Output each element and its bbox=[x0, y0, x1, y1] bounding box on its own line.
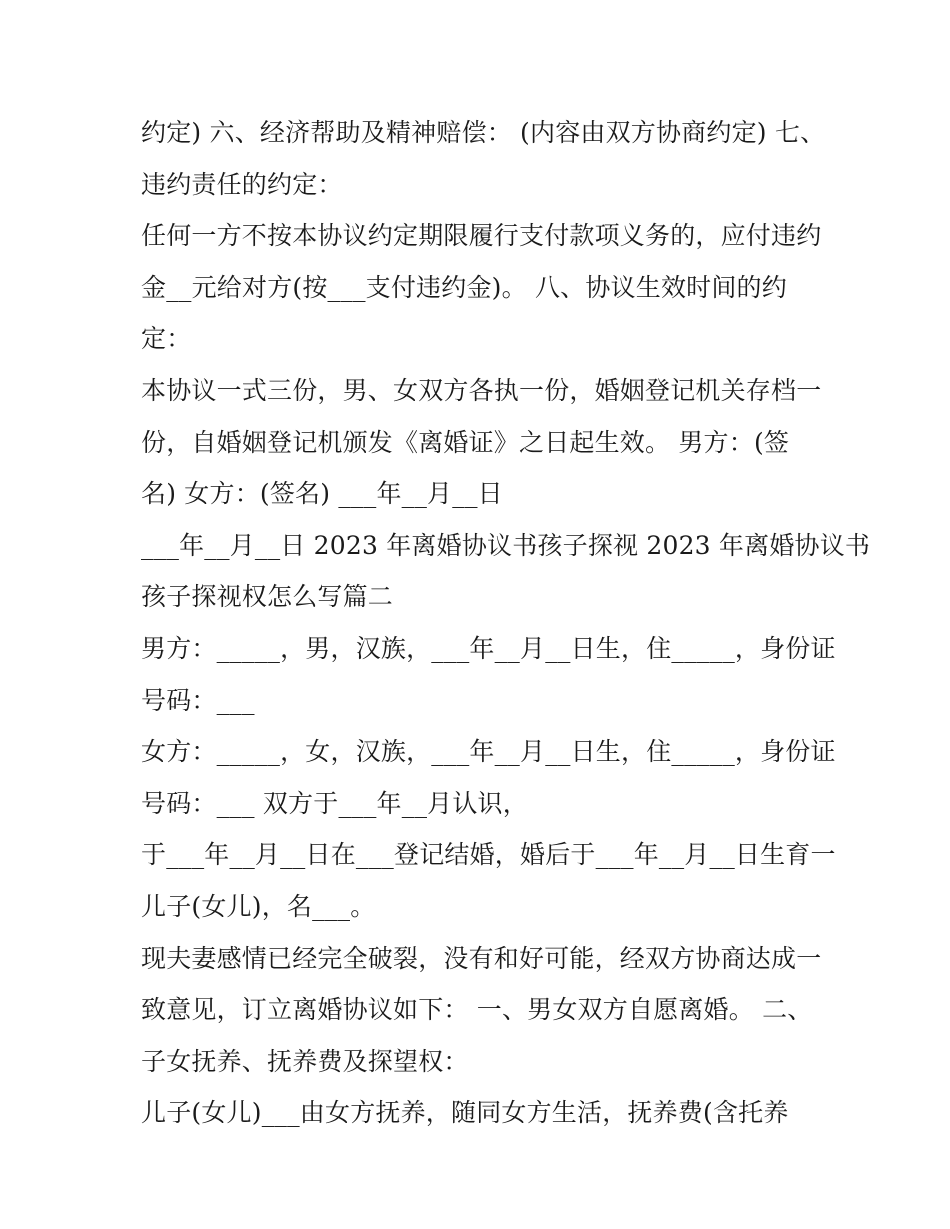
text-line: 致意见，订立离婚协议如下： 一、男女双方自愿离婚。 二、 bbox=[141, 995, 813, 1025]
document-text bbox=[141, 107, 871, 1139]
text-line: 任何一方不按本协议约定期限履行支付款项义务的，应付违约 bbox=[141, 221, 822, 251]
text-line: 男方：_____，男，汉族，___年__月__日生，住_____，身份证 bbox=[141, 633, 836, 663]
text-line: 女方：_____，女，汉族，___年__月__日生，住_____，身份证 bbox=[141, 737, 836, 767]
text-line: 于___年__月__日在___登记结婚，婚后于___年__月__日生育一 bbox=[141, 840, 836, 870]
text-line: 约定) 六、经济帮助及精神赔偿： (内容由双方协商约定) 七、 bbox=[141, 118, 826, 147]
text-line: 号码：___ bbox=[141, 685, 255, 715]
text-line: ___年__月__日 2023 年离婚协议书孩子探视 2023 年离婚协议书 bbox=[141, 530, 871, 560]
text-line: 孩子探视权怎么写篇二 bbox=[141, 582, 394, 612]
text-line: 份，自婚姻登记机颁发《离婚证》之日起生效。 男方：(签 bbox=[141, 427, 790, 457]
text-line: 金__元给对方(按___支付违约金)。 八、协议生效时间的约 bbox=[141, 272, 787, 302]
text-line: 本协议一式三份，男、女双方各执一份，婚姻登记机关存档一 bbox=[141, 375, 822, 405]
text-line: 名) 女方：(签名) ___年__月__日 bbox=[141, 479, 503, 509]
text-line: 儿子(女儿)，名___。 bbox=[141, 891, 376, 921]
text-line: 定： bbox=[141, 324, 192, 354]
text-line: 现夫妻感情已经完全破裂，没有和好可能，经双方协商达成一 bbox=[141, 943, 822, 973]
text-line: 违约责任的约定： bbox=[141, 169, 343, 199]
text-line: 儿子(女儿)___由女方抚养，随同女方生活，抚养费(含托养 bbox=[141, 1098, 789, 1128]
text-line: 子女抚养、抚养费及探望权： bbox=[141, 1046, 469, 1076]
text-line: 号码：___ 双方于___年__月认识， bbox=[141, 788, 528, 818]
